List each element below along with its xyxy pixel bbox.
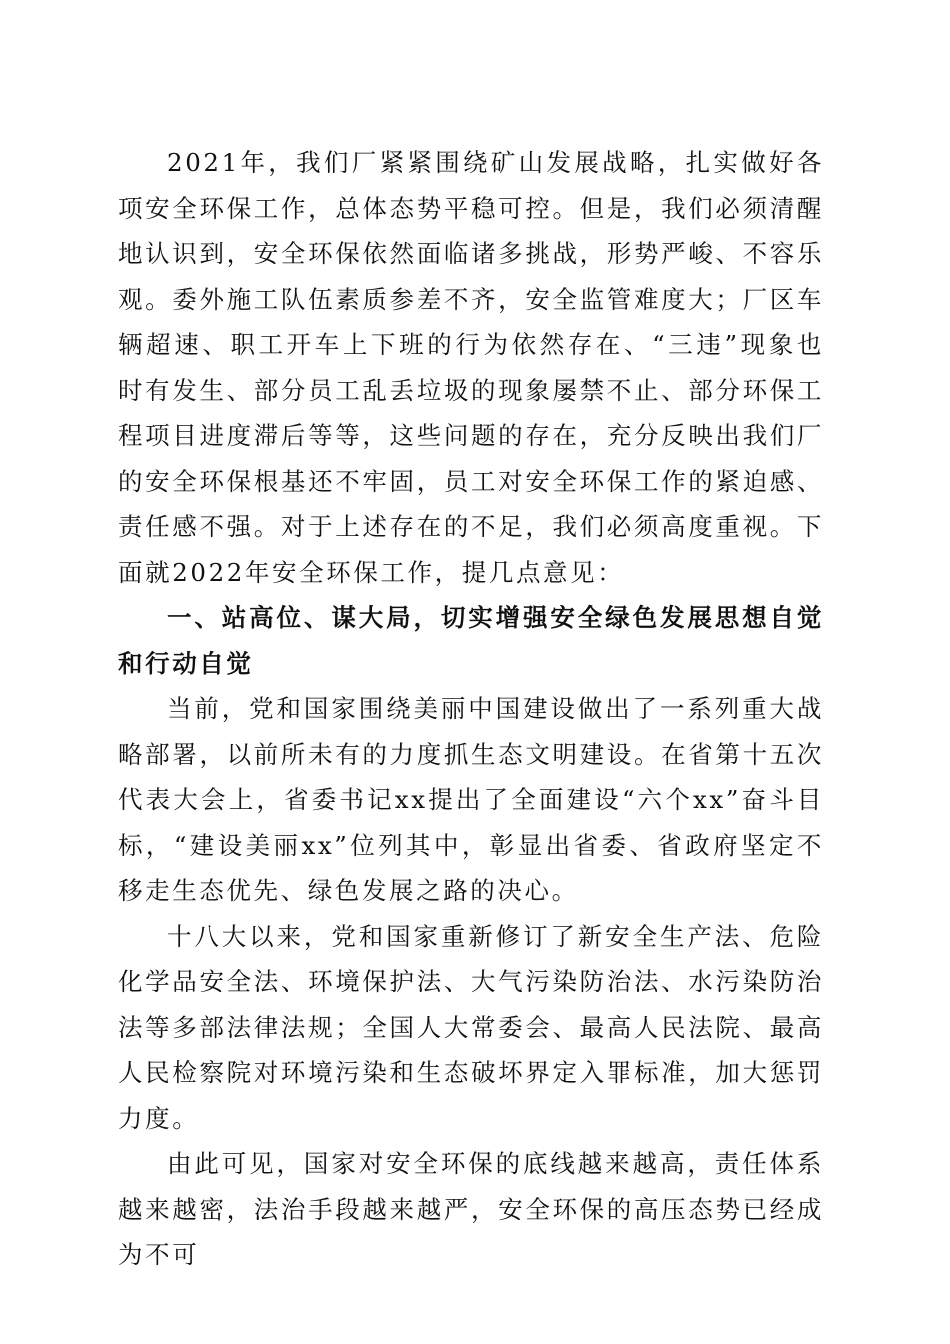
paragraph-laws: 十八大以来，党和国家重新修订了新安全生产法、危险化学品安全法、环境保护法、大气污染防治法、水污染防治法等多部法律法规；全国人大常委会、最高人民法院、最高人民检察院对环境污染和生态破坏界定入罪标准，加大惩罚力度。 bbox=[118, 921, 824, 1133]
document-body bbox=[118, 140, 824, 1278]
section-heading-1: 一、站高位、谋大局，切实增强安全绿色发展思想自觉和行动自觉 bbox=[118, 603, 824, 678]
paragraph-intro: 2021年，我们厂紧紧围绕矿山发展战略，扎实做好各项安全环保工作，总体态势平稳可控。但是，我们必须清醒地认识到，安全环保依然面临诸多挑战，形势严峻、不容乐观。委外施工队伍素质参差不齐，安全监管难度大；厂区车辆超速、职工开车上下班的行为依然存在、“三违”现象也时有发生、部分员工乱丢垃圾的现象屡禁不止、部分环保工程项目进度滞后等等，这些问题的存在，充分反映出我们厂的安全环保根基还不牢固，员工对安全环保工作的紧迫感、责任感不强。对于上述存在的不足，我们必须高度重视。下面就2022年安全环保工作，提几点意见： bbox=[118, 148, 824, 587]
paragraph-conclusion: 由此可见，国家对安全环保的底线越来越高，责任体系越来越密，法治手段越来越严，安全环保的高压态势已经成为不可 bbox=[118, 1149, 824, 1269]
paragraph-strategy: 当前，党和国家围绕美丽中国建设做出了一系列重大战略部署，以前所未有的力度抓生态文明建设。在省第十五次代表大会上，省委书记xx提出了全面建设“六个xx”奋斗目标，“建设美丽xx”位列其中，彰显出省委、省政府坚定不移走生态优先、绿色发展之路的决心。 bbox=[118, 694, 824, 905]
